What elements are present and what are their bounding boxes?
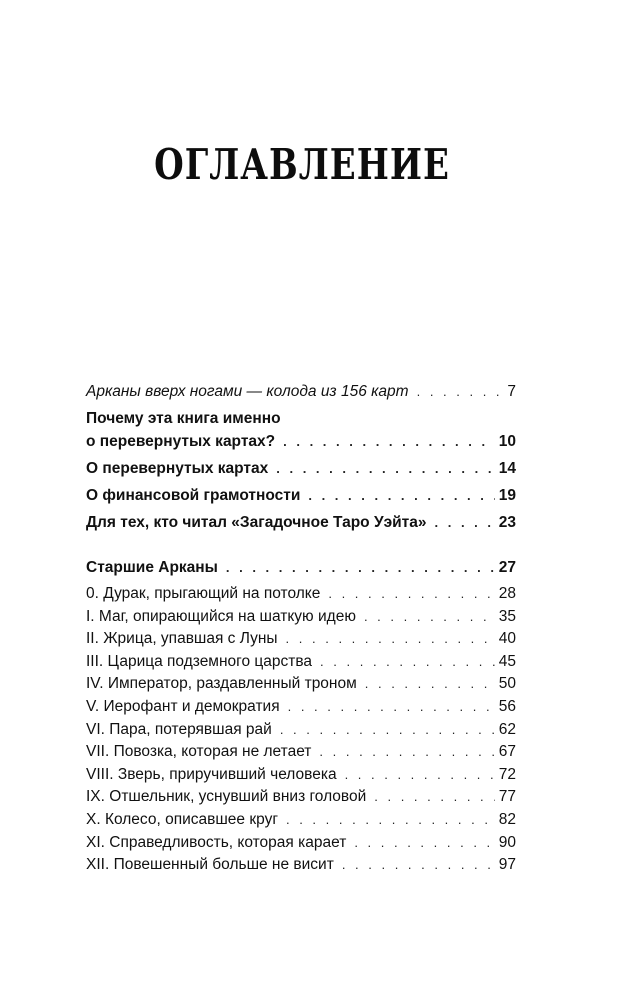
toc-entry-arcana[interactable] (86, 764, 516, 787)
toc-page-number: 90 (498, 833, 516, 851)
dot-leader (319, 741, 494, 764)
toc-entry-arcana[interactable] (86, 606, 516, 629)
toc-page-number: 19 (498, 487, 516, 504)
table-of-contents (86, 380, 516, 877)
dot-leader (342, 854, 495, 877)
toc-entry-label: IX. Отшельник, уснувший вниз головой (86, 788, 367, 806)
toc-entry-label: II. Жрица, упавшая с Луны (86, 630, 278, 648)
page-title: ОГЛАВЛЕНИЕ (154, 140, 450, 190)
dot-leader (276, 457, 495, 480)
toc-entry-label: Старшие Арканы (86, 559, 218, 576)
dot-leader (288, 696, 495, 719)
dot-leader (283, 430, 495, 453)
dot-leader (365, 673, 495, 696)
toc-entry-reversed[interactable] (86, 457, 516, 480)
dot-leader (417, 380, 504, 403)
toc-entry-label: VIII. Зверь, приручивший человека (86, 765, 337, 783)
toc-entry-label: Арканы вверх ногами — колода из 156 карт (86, 383, 409, 400)
toc-page-number: 27 (498, 559, 516, 576)
toc-entry-finance[interactable] (86, 484, 516, 507)
toc-section-major-arcana[interactable] (86, 556, 516, 579)
dot-leader (345, 764, 495, 787)
toc-entry-arcana[interactable] (86, 673, 516, 696)
toc-page-number: 97 (498, 856, 516, 874)
toc-entry-why-line1[interactable]: Почему эта книга именно (86, 410, 281, 427)
arcana-list (86, 583, 516, 877)
dot-leader (286, 809, 495, 832)
toc-entry-arcana[interactable] (86, 583, 516, 606)
toc-page-number: 7 (507, 383, 516, 400)
toc-entry-label: X. Колесо, описавшее круг (86, 810, 278, 828)
toc-page-number: 40 (498, 630, 516, 648)
toc-entry-arcana[interactable] (86, 786, 516, 809)
toc-page-number: 62 (498, 720, 516, 738)
dot-leader (280, 719, 495, 742)
toc-entry-arcana[interactable] (86, 696, 516, 719)
toc-entry-why[interactable] (86, 430, 516, 453)
toc-entry-arcana[interactable] (86, 719, 516, 742)
dot-leader (364, 606, 495, 629)
toc-page-number: 82 (498, 810, 516, 828)
toc-entry-label: 0. Дурак, прыгающий на потолке (86, 585, 321, 602)
toc-entry-label: IV. Император, раздавленный троном (86, 675, 357, 693)
toc-entry-label: I. Маг, опирающийся на шаткую идею (86, 607, 356, 625)
dot-leader (286, 628, 495, 651)
toc-entry-label: о перевернутых картах? (86, 433, 276, 450)
toc-entry-arcana[interactable] (86, 832, 516, 855)
toc-entry-label: VI. Пара, потерявшая рай (86, 720, 272, 738)
toc-entry-label: XI. Справедливость, которая карает (86, 833, 347, 851)
dot-leader (354, 832, 494, 855)
dot-leader (308, 484, 494, 507)
toc-entry-label: V. Иерофант и демократия (86, 697, 280, 715)
toc-entry-arcana[interactable] (86, 809, 516, 832)
toc-page-number: 72 (498, 765, 516, 783)
toc-page-number: 77 (498, 788, 516, 806)
toc-page-number: 14 (498, 460, 516, 477)
toc-page-number: 56 (498, 697, 516, 715)
toc-page-number: 67 (498, 743, 516, 761)
toc-entry-arcana[interactable] (86, 628, 516, 651)
dot-leader (435, 511, 495, 534)
toc-page-number: 35 (498, 607, 516, 625)
dot-leader (328, 583, 494, 606)
toc-entry-label: О перевернутых картах (86, 460, 269, 477)
toc-entry-arcana[interactable] (86, 854, 516, 877)
dot-leader (374, 786, 495, 809)
toc-entry-arcana[interactable] (86, 741, 516, 764)
toc-page-number: 28 (498, 585, 516, 602)
toc-entry-label: III. Царица подземного царства (86, 652, 313, 670)
toc-entry-intro[interactable] (86, 380, 516, 403)
toc-entry-label: О финансовой грамотности (86, 487, 301, 504)
dot-leader (320, 651, 495, 674)
toc-entry-label: VII. Повозка, которая не летает (86, 743, 312, 761)
dot-leader (226, 556, 495, 579)
toc-entry-label: XII. Повешенный больше не висит (86, 856, 334, 874)
toc-page-number: 10 (498, 433, 516, 450)
toc-page-number: 45 (498, 652, 516, 670)
toc-page-number: 50 (498, 675, 516, 693)
toc-page-number: 23 (498, 514, 516, 531)
toc-entry-label: Для тех, кто читал «Загадочное Таро Уэйта» (86, 514, 427, 531)
toc-entry-readers[interactable] (86, 511, 516, 534)
toc-entry-arcana[interactable] (86, 651, 516, 674)
